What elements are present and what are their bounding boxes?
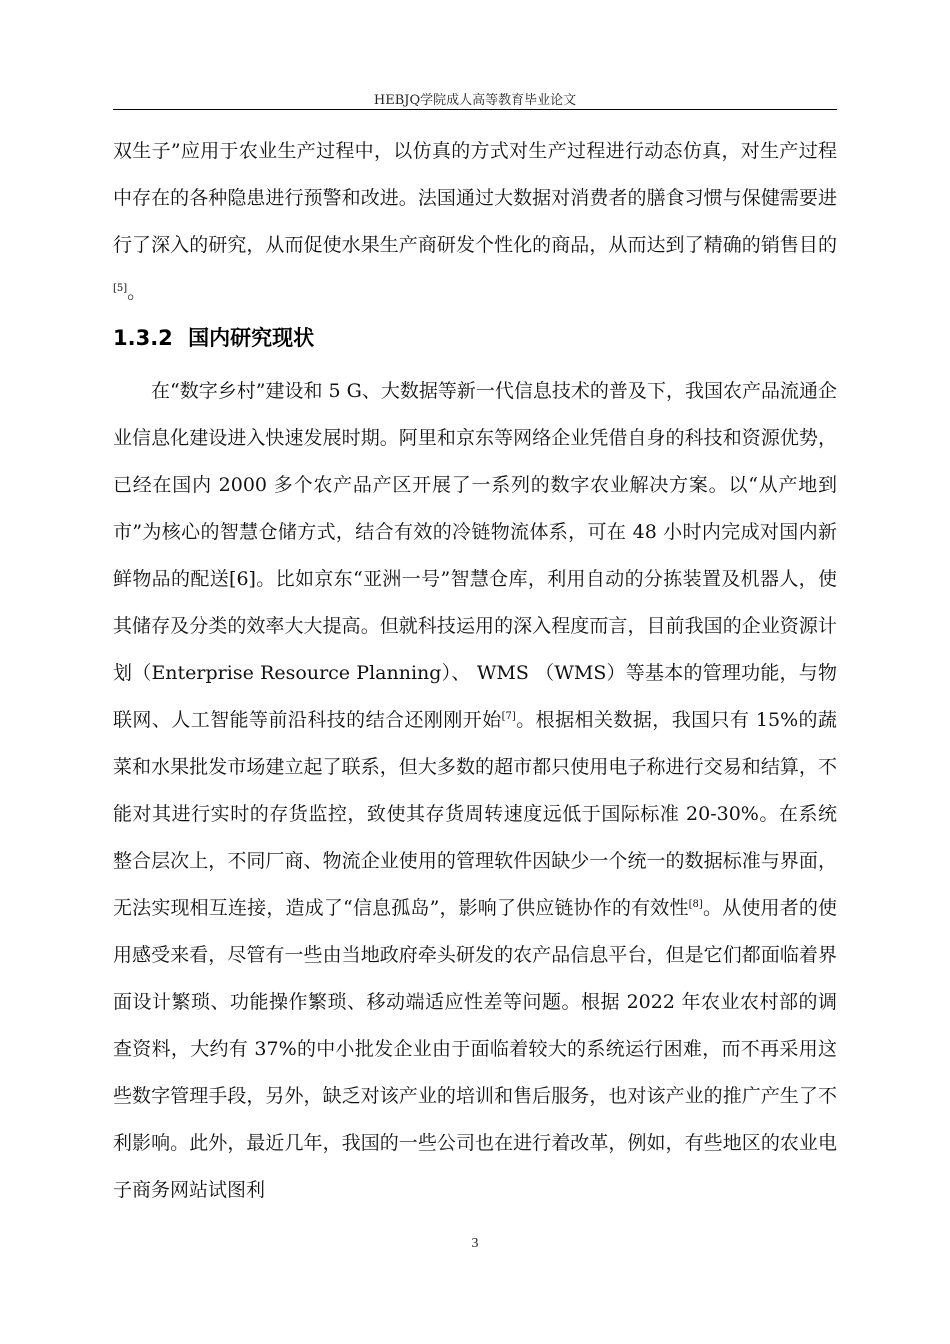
paragraph-2 <box>113 368 837 1214</box>
paragraph-1-text: 双生子”应用于农业生产过程中，以仿真的方式对生产过程进行动态仿真，对生产过程中存在的各种隐患进行预警和改进。法国通过大数据对消费者的膳食习惯与保健需要进行了深入的研究，从而促使水果生产商研发个性化的商品，从而达到了精确的销售目的 <box>113 140 837 256</box>
paragraph-1 <box>113 128 837 316</box>
section-number: 1.3.2 <box>113 326 173 350</box>
citation-7: [7] <box>501 711 516 722</box>
paragraph-1-end: 。 <box>127 281 147 303</box>
section-heading <box>113 322 314 352</box>
section-title: 国内研究现状 <box>188 326 315 350</box>
running-header: HEBJQ学院成人高等教育毕业论文 <box>373 93 577 108</box>
page-number: 3 <box>471 1236 479 1251</box>
paragraph-2-part-3: 。从使用者的使用感受来看，尽管有一些由当地政府牵头研发的农产品信息平台，但是它们都面临着界面设计繁琐、功能操作繁琐、移动端适应性差等问题。根据 2022 年农业农村部的调查资料，大约有 37%的中小批发企业由于面临着较大的系统运行困难，而不再采用这些数字管理手段，另外，缺乏对该产业的培训和售后服务，也对该产业的推广产生了不利影响。此外，最近几年，我国的一些公司也在进行着改革，例如，有些地区的农业电子商务网站试图利 <box>113 897 837 1201</box>
header-divider <box>113 109 837 110</box>
citation-5: [5] <box>113 283 128 294</box>
citation-8: [8] <box>688 899 703 910</box>
paragraph-2-part-1: 在“数字乡村”建设和 5 G、大数据等新一代信息技术的普及下，我国农产品流通企业信息化建设进入快速发展时期。阿里和京东等网络企业凭借自身的科技和资源优势，已经在国内 2000 多个农产品产区开展了一系列的数字农业解决方案。以“从产地到市”为核心的智慧仓储方式，结合有效的冷链物流体系，可在 48 小时内完成对国内新鲜物品的配送[6]。比如京东“亚洲一号”智慧仓库，利用自动的分拣装置及机器人，使其储存及分类的效率大大提高。但就科技运用的深入程度而言，目前我国的企业资源计划（Enterprise Resource Planning）、 WMS （WMS）等基本的管理功能，与物联网、人工智能等前沿科技的结合还刚刚开始 <box>113 380 837 731</box>
paragraph-2-part-2: 。根据相关数据，我国只有 15%的蔬菜和水果批发市场建立起了联系，但大多数的超市都只使用电子称进行交易和结算，不能对其进行实时的存货监控，致使其存货周转速度远低于国际标准 20-30%。在系统整合层次上，不同厂商、物流企业使用的管理软件因缺少一个统一的数据标准与界面，无法实现相互连接，造成了“信息孤岛”，影响了供应链协作的有效性 <box>113 709 837 919</box>
